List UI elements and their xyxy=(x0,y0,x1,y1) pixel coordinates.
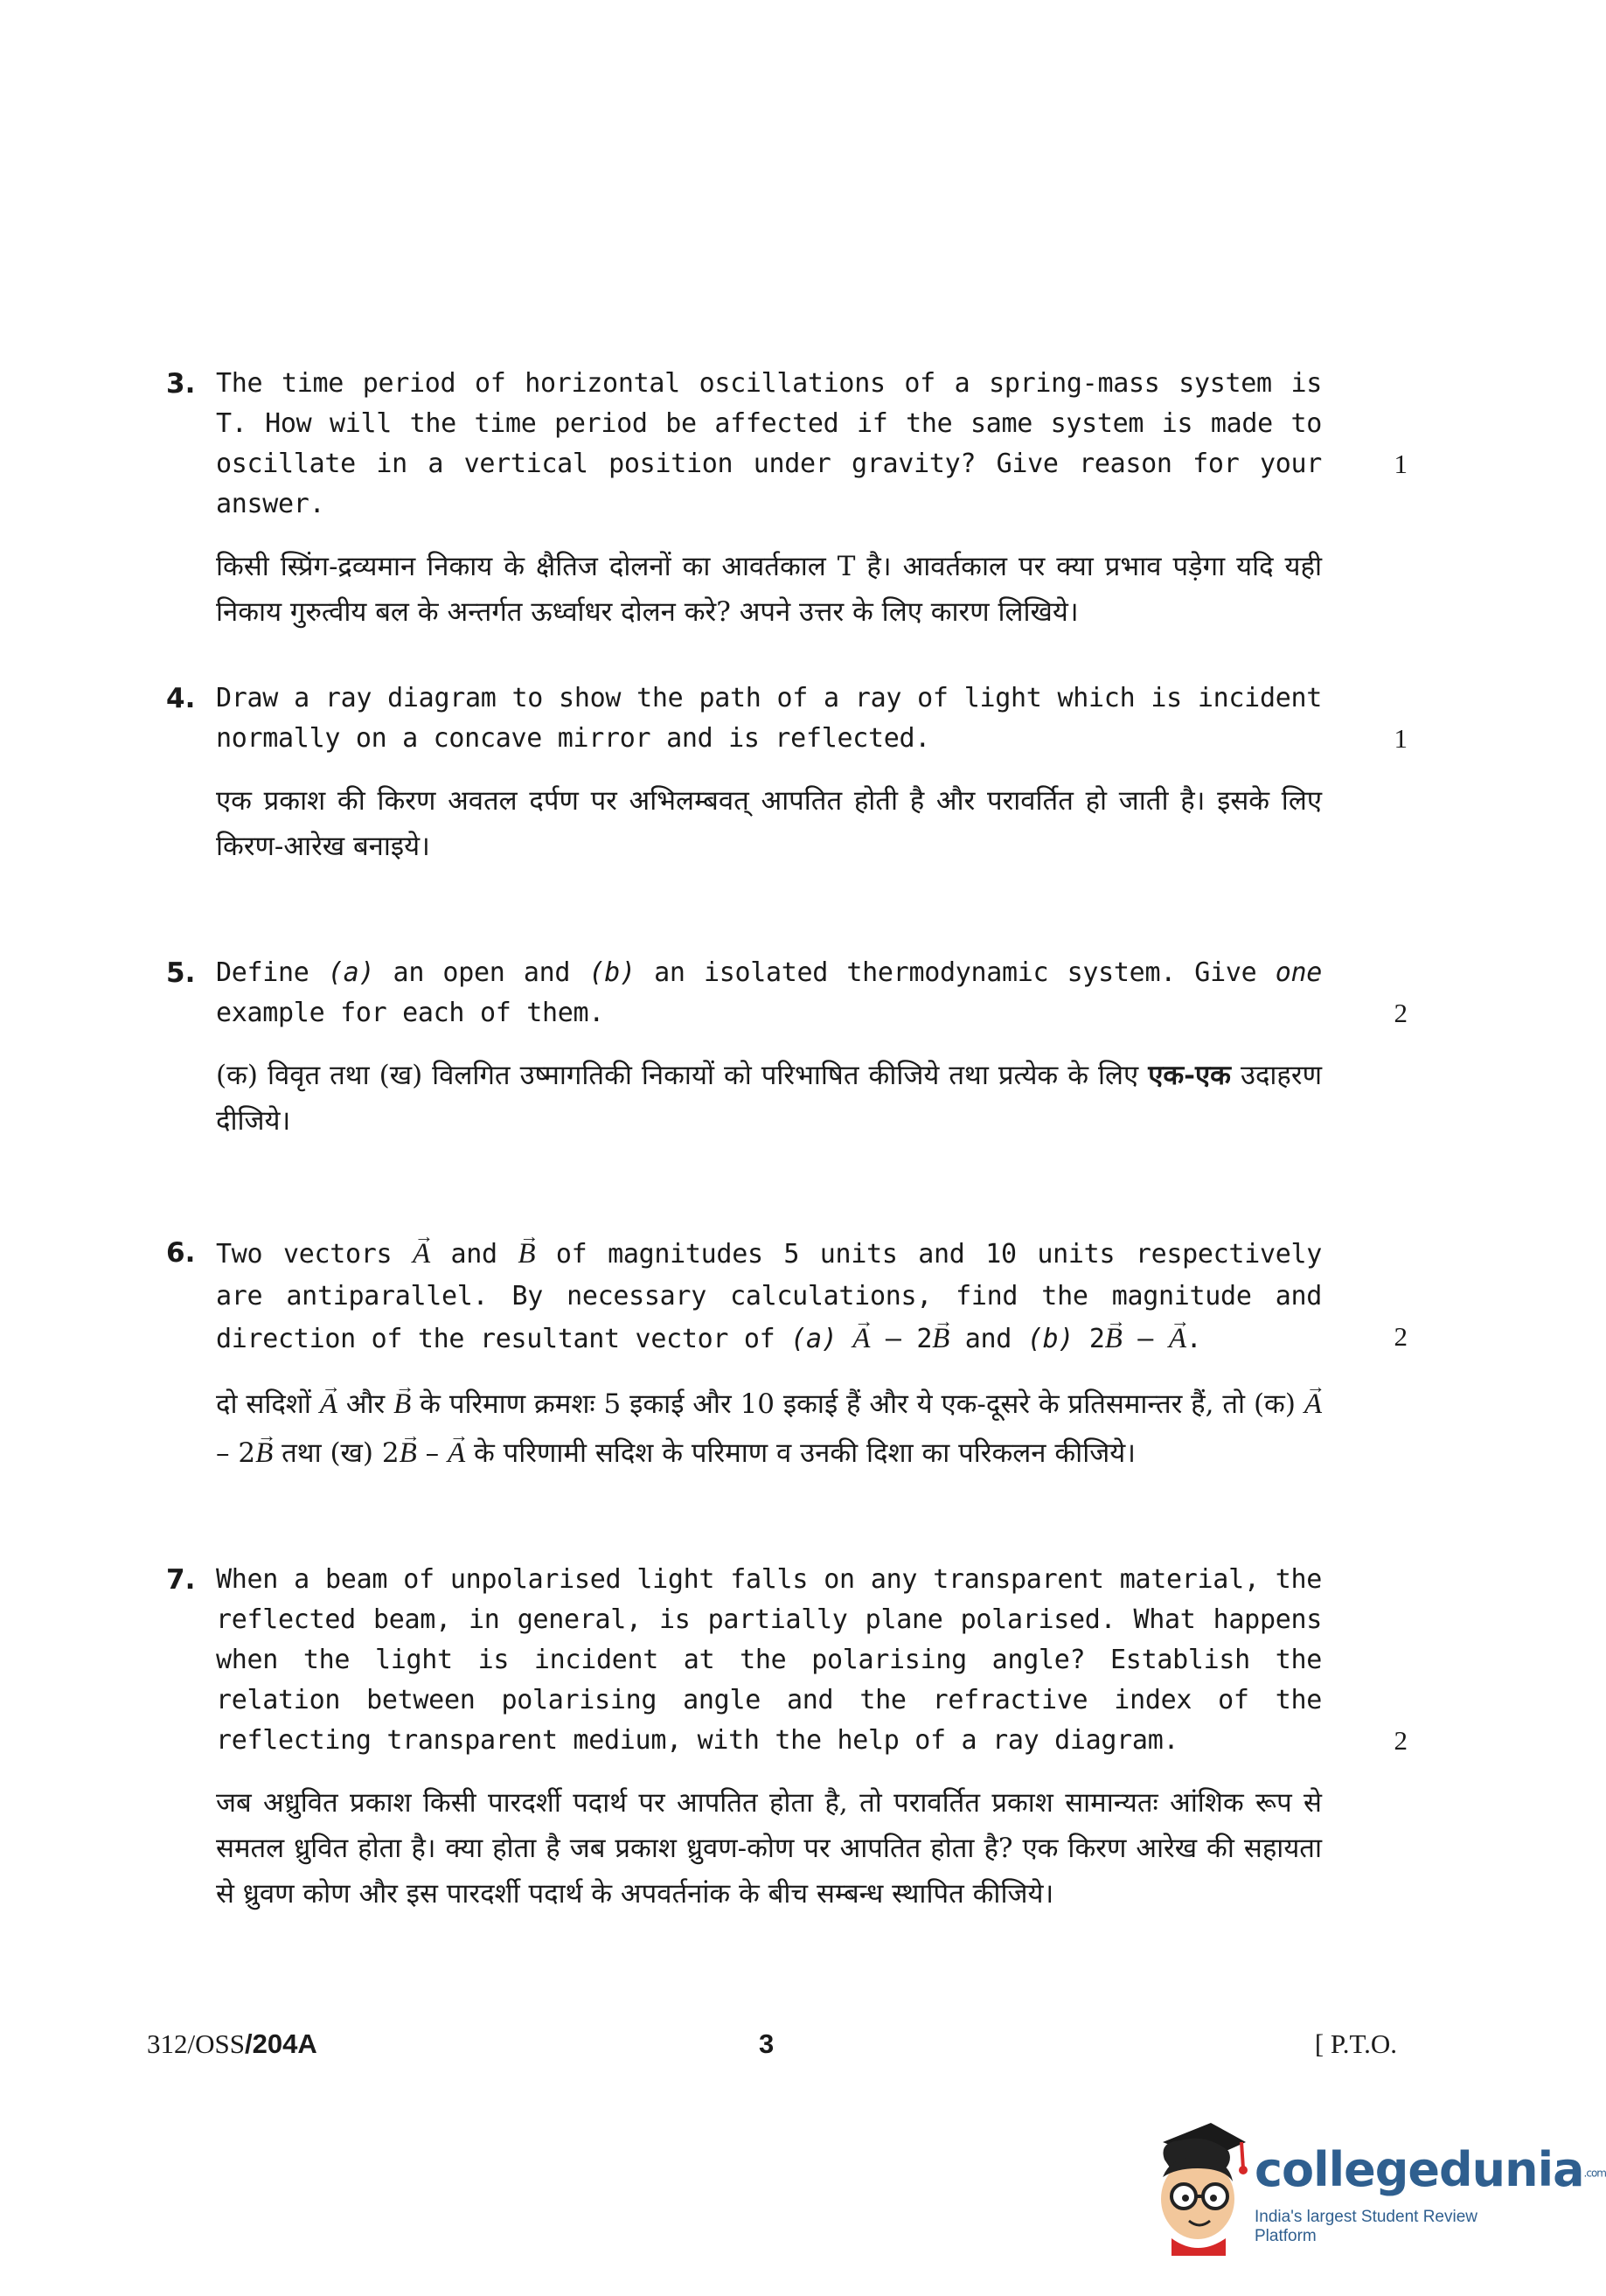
question-hindi: जब अध्रुवित प्रकाश किसी पारदर्शी पदार्थ पर आपतित होता है, तो परावर्तित प्रकाश सामान्यतः आंशिक रूप से समतल ध्रुवित होता है। क्या होता है जब प्रकाश ध्रुवण-कोण पर आपतित होता है? एक किरण आरेख की सहायता से ध्रुवण कोण और इस पारदर्शी पदार्थ के अपवर्तनांक के बीच सम्बन्ध स्थापित कीजिये। xyxy=(216,1787,1322,1910)
mascot-icon xyxy=(1145,2107,1250,2256)
vector-a: → A xyxy=(448,1429,465,1478)
paper-code: 312/OSS/204A xyxy=(147,2028,317,2059)
question-5 xyxy=(166,953,1408,1144)
question-english: The time period of horizontal oscillations of a spring-mass system is T. How will the time period be affected if the same system is made to oscillate in a vertical position under gravity? Give reason for your answer. xyxy=(216,368,1322,519)
question-number: 4. xyxy=(166,683,196,714)
vector-a: → A xyxy=(1169,1318,1186,1360)
question-7 xyxy=(166,1560,1408,1917)
question-hindi: किसी स्प्रिंग-द्रव्यमान निकाय के क्षैतिज दोलनों का आवर्तकाल T है। आवर्तकाल पर क्या प्रभाव पड़ेगा यदि यही निकाय गुरुत्वीय बल के अन्तर्गत ऊर्ध्वाधर दोलन करे? अपने उत्तर के लिए कारण लिखिये। xyxy=(216,551,1322,628)
question-3 xyxy=(166,364,1408,635)
marks: 2 xyxy=(1394,1725,1408,1756)
vector-b: → B xyxy=(932,1318,949,1360)
vector-b: → B xyxy=(255,1429,273,1478)
vector-b: → B xyxy=(1105,1318,1123,1360)
vector-b: → B xyxy=(393,1380,411,1429)
marks: 1 xyxy=(1394,449,1408,479)
question-6 xyxy=(166,1233,1408,1478)
vector-a: → A xyxy=(320,1380,337,1429)
collegedunia-logo xyxy=(1145,2107,1606,2265)
page-number: 3 xyxy=(759,2028,775,2059)
question-number: 7. xyxy=(166,1564,196,1596)
marks: 1 xyxy=(1394,723,1408,754)
question-hindi: दो सदिशों → A और → B के परिमाण क्रमशः 5 इकाई और 10 इकाई हैं और ये एक-दूसरे के प्रतिसमान्तर हैं, तो (क) → A – 2→ B तथा (ख) 2→ B – → A के परिणामी सदिश के परिमाण व उनकी दिशा का परिकलन कीजिये। xyxy=(216,1380,1322,1478)
vector-a: → A xyxy=(413,1233,430,1275)
vector-b: → B xyxy=(518,1233,535,1275)
question-4 xyxy=(166,678,1408,869)
question-english: When a beam of unpolarised light falls on any transparent material, the reflected beam, in general, is partially plane polarised. What happens when the light is incident at the polarising angle? Establish the relation between polarising angle and the refractive index of the reflecting transparent medium, with the help of a ray diagram. xyxy=(216,1564,1322,1756)
question-number: 6. xyxy=(166,1237,196,1269)
logo-tagline: India's largest Student Review Platform xyxy=(1255,2208,1477,2245)
vector-b: → B xyxy=(400,1429,417,1478)
vector-a: → A xyxy=(1304,1380,1322,1429)
marks: 2 xyxy=(1394,998,1408,1028)
question-english: Define (a) an open and (b) an isolated thermodynamic system. Give one example for each of them. xyxy=(216,957,1322,1028)
vector-a: → A xyxy=(852,1318,870,1360)
question-english: Draw a ray diagram to show the path of a ray of light which is incident normally on a concave mirror and is reflected. xyxy=(216,683,1322,754)
question-number: 3. xyxy=(166,368,196,400)
marks: 2 xyxy=(1394,1321,1408,1352)
logo-wordmark: collegedunia.com xyxy=(1255,2142,1606,2197)
question-english: Two vectors → A and → B of magnitudes 5 units and 10 units respectively are antiparallel. By necessary calculations, find the magnitude and direction of the resultant vector of (a) → A – 2→ B and (b) 2→ B – → A. xyxy=(216,1233,1322,1360)
question-hindi: एक प्रकाश की किरण अवतल दर्पण पर अभिलम्बवत् आपतित होती है और परावर्तित हो जाती है। इसके लिए किरण-आरेख बनाइये। xyxy=(216,785,1322,862)
pto-label: [ P.T.O. xyxy=(1314,2028,1397,2059)
question-hindi: (क) विवृत तथा (ख) विलगित उष्मागतिकी निकायों को परिभाषित कीजिये तथा प्रत्येक के लिए एक-एक उदाहरण दीजिये। xyxy=(216,1060,1322,1137)
question-number: 5. xyxy=(166,957,196,989)
